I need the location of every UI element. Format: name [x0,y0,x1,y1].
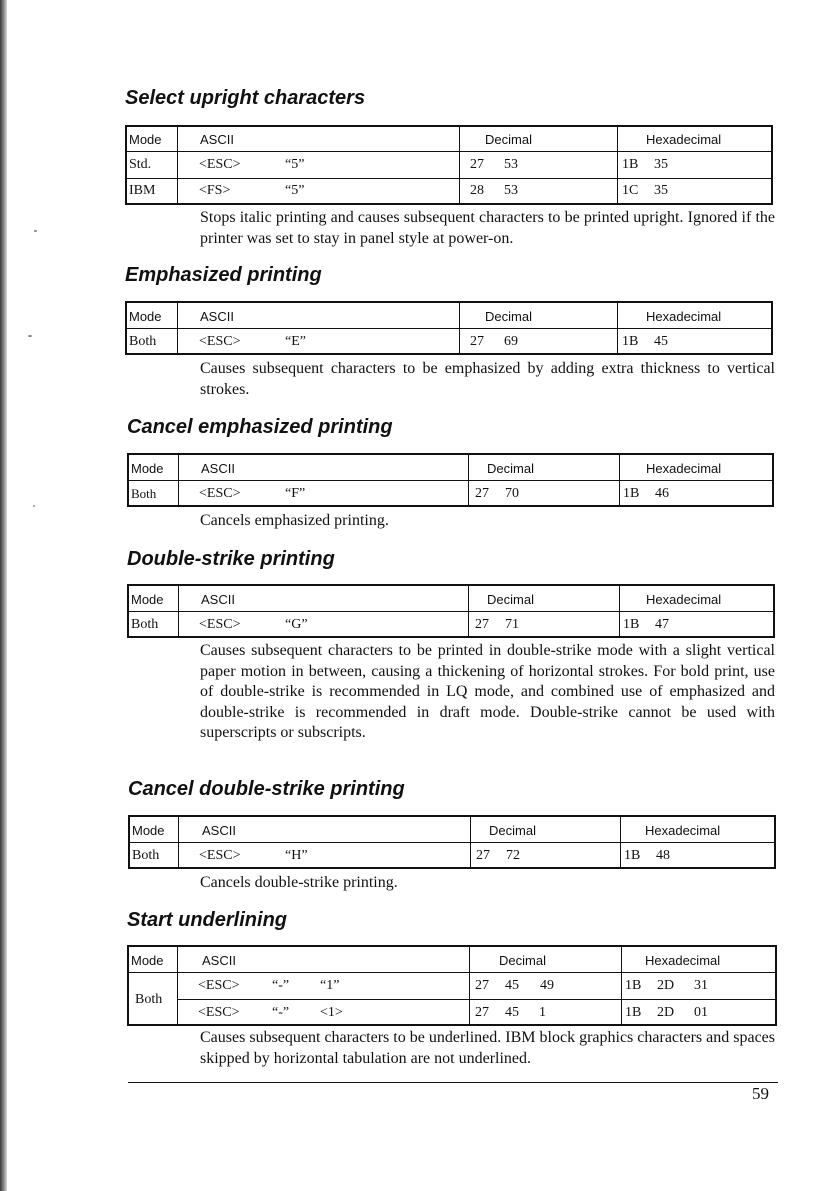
cell-ascii: “5” [285,157,305,172]
cell-ascii: “1” [320,978,340,993]
header-mode: Mode [129,309,162,324]
header-hexadecimal: Hexadecimal [646,309,722,324]
footer-rule [128,1082,778,1083]
cell-hex: 1C [622,183,639,198]
cell-hex: 01 [694,1005,708,1020]
header-ascii: ASCII [200,309,234,324]
cell-hex: 1B [622,157,639,172]
header-decimal: Decimal [487,461,534,476]
cell-decimal: 53 [504,183,518,198]
header-decimal: Decimal [485,132,532,147]
cell-ascii: “-” [272,978,290,993]
cell-hex: 48 [656,848,670,863]
cell-ascii: <ESC> [199,157,241,172]
header-ascii: ASCII [202,953,236,968]
cell-decimal: 27 [476,848,490,863]
section-title: Select upright characters [125,87,366,109]
cell-mode: Std. [129,157,152,172]
cell-ascii: <ESC> [199,617,241,632]
section-title: Emphasized printing [125,264,322,286]
cell-decimal: 27 [470,157,484,172]
cell-decimal: 28 [470,183,484,198]
scan-speck [28,335,32,337]
cell-mode: IBM [129,183,156,198]
cell-decimal: 70 [505,486,519,501]
cell-hex: 1B [623,486,640,501]
section-description: Causes subsequent characters to be underlined. IBM block graphics characters and spaces skipped by horizontal tabulation are not underlined. [200,1029,775,1067]
cell-ascii: “H” [285,848,308,863]
section-description: Cancels emphasized printing. [200,512,389,529]
cell-hex: 1B [625,1005,642,1020]
header-hexadecimal: Hexadecimal [645,823,721,838]
cell-decimal: 27 [475,486,489,501]
header-hexadecimal: Hexadecimal [645,953,721,968]
cell-decimal: 27 [475,1005,489,1020]
cell-ascii: <FS> [199,183,231,198]
cell-mode: Both [135,992,163,1007]
cell-hex: 31 [694,978,708,993]
cell-ascii: <ESC> [199,334,241,349]
scan-speck [34,230,37,232]
cell-ascii: “-” [272,1005,290,1020]
header-mode: Mode [131,461,164,476]
cell-decimal: 71 [505,617,519,632]
page-binding-edge [0,0,7,1191]
cell-ascii: <1> [320,1005,343,1020]
cell-ascii: “G” [285,617,308,632]
cell-hex: 1B [625,978,642,993]
header-ascii: ASCII [201,592,235,607]
header-ascii: ASCII [201,461,235,476]
cell-decimal: 49 [540,978,554,993]
command-table [127,453,774,507]
section-description: Causes subsequent characters to be emphasized by adding extra thickness to vertical strokes. [200,360,775,398]
cell-mode: Both [131,617,159,632]
cell-mode: Both [129,334,157,349]
section-title: Double-strike printing [127,548,335,570]
cell-ascii: “E” [285,334,306,349]
command-table [127,945,777,1026]
section-title: Cancel emphasized printing [127,416,393,438]
section-title: Cancel double-strike printing [128,778,405,800]
cell-decimal: 72 [506,848,520,863]
header-mode: Mode [129,132,162,147]
header-decimal: Decimal [489,823,536,838]
cell-hex: 45 [654,334,668,349]
header-ascii: ASCII [202,823,236,838]
scan-speck [33,505,35,507]
section-description: Cancels double-strike printing. [200,874,398,891]
cell-hex: 47 [655,617,669,632]
cell-decimal: 1 [539,1005,546,1020]
cell-mode: Both [131,486,157,501]
cell-decimal: 69 [504,334,518,349]
header-decimal: Decimal [485,309,532,324]
cell-ascii: <ESC> [199,848,241,863]
cell-decimal: 27 [475,978,489,993]
cell-hex: 35 [654,157,668,172]
command-table [125,125,773,205]
header-hexadecimal: Hexadecimal [646,592,722,607]
command-table [125,301,773,355]
header-hexadecimal: Hexadecimal [646,132,722,147]
section-title: Start underlining [127,909,287,931]
section-description: Causes subsequent characters to be printed in double-strike mode with a slight vertical paper motion in between, causing a thickening of horizontal strokes. For bold print, use of double-strike is recommended in LQ mode, and combined use of emphasized and double-strike is recommended in draft mode. Double-strike cannot be used with superscripts or subscripts. [200,642,775,741]
cell-hex: 46 [655,486,669,501]
cell-decimal: 53 [504,157,518,172]
cell-decimal: 45 [505,1005,519,1020]
cell-ascii: “5” [285,183,305,198]
cell-decimal: 27 [475,617,489,632]
cell-ascii: <ESC> [199,486,241,501]
cell-hex: 2D [657,1005,675,1020]
header-mode: Mode [131,592,164,607]
cell-hex: 1B [624,848,641,863]
cell-decimal: 45 [505,978,519,993]
cell-hex: 2D [657,978,675,993]
cell-hex: 1B [623,617,640,632]
header-hexadecimal: Hexadecimal [646,461,722,476]
cell-mode: Both [132,848,160,863]
cell-ascii: <ESC> [198,1005,240,1020]
cell-hex: 35 [654,183,668,198]
cell-ascii: “F” [285,486,306,501]
section-description: Stops italic printing and causes subsequent characters to be printed upright. Ignored if the printer was set to stay in panel style at power-on. [200,209,775,247]
header-ascii: ASCII [200,132,234,147]
header-decimal: Decimal [487,592,534,607]
command-table [128,815,776,869]
command-table [127,584,775,638]
page-number: 59 [752,1084,769,1103]
header-decimal: Decimal [499,953,546,968]
cell-ascii: <ESC> [198,978,240,993]
cell-decimal: 27 [470,334,484,349]
header-mode: Mode [132,823,165,838]
header-mode: Mode [131,953,164,968]
cell-hex: 1B [622,334,639,349]
